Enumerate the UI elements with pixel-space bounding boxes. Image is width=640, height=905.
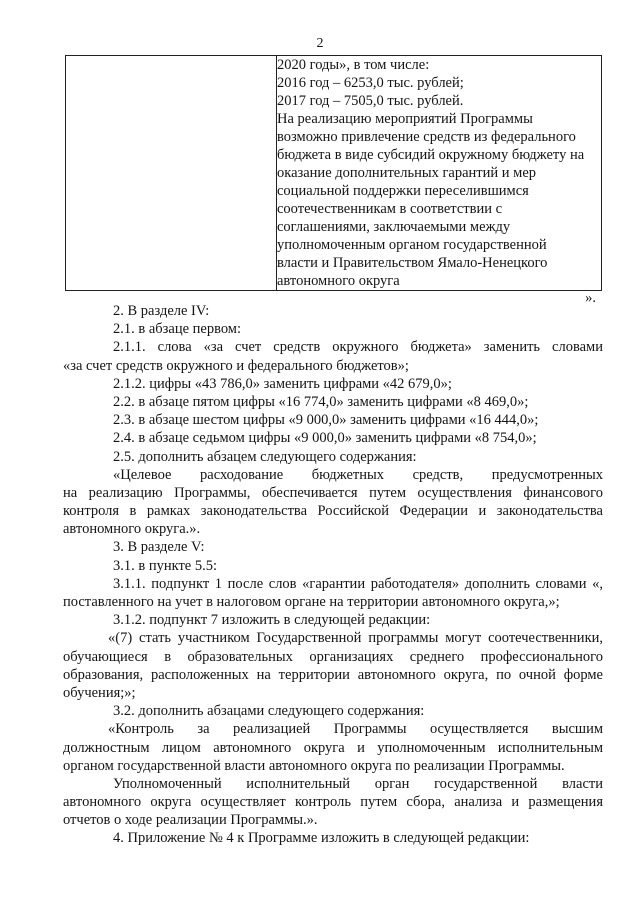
table-text-line: власти и Правительством Ямало-Ненецкого bbox=[277, 255, 548, 271]
text-line: на реализацию Программы, обеспечивается путем осуществления финансового bbox=[63, 484, 603, 501]
text-line: 2.1.2. цифры «43 786,0» заменить цифрами «42 679,0»; bbox=[113, 375, 452, 392]
table-text-line: оказание дополнительных гарантий и мер bbox=[277, 165, 537, 181]
table-text-line: уполномоченным органом государственной bbox=[277, 237, 547, 253]
text-line: 4. Приложение № 4 к Программе изложить в следующей редакции: bbox=[113, 830, 530, 847]
table-text-line: социальной поддержки переселившимся bbox=[277, 183, 529, 199]
table-text-line: На реализацию мероприятий Программы bbox=[277, 111, 533, 127]
text-line: Уполномоченный исполнительный орган государственной власти bbox=[113, 775, 603, 792]
table-row bbox=[66, 56, 602, 291]
text-line: 2.3. в абзаце шестом цифры «9 000,0» заменить цифрами «16 444,0»; bbox=[113, 412, 539, 429]
table-text-line: бюджета в виде субсидий окружному бюджету на bbox=[277, 147, 585, 163]
text-line: обучающиеся в образовательных организациях среднего профессионального bbox=[63, 648, 603, 665]
table-right-cell bbox=[277, 56, 602, 291]
table-text-line: возможно привлечение средств из федерального bbox=[277, 129, 576, 145]
text-line: автономного округа.». bbox=[63, 521, 201, 538]
text-line: «Контроль за реализацией Программы осуществляется высшим bbox=[108, 721, 603, 738]
table-text-line: автономного округа bbox=[277, 273, 400, 289]
text-line: контроля в рамках законодательства Российской Федерации и законодательства bbox=[63, 503, 603, 520]
text-line: 2.2. в абзаце пятом цифры «16 774,0» заменить цифрами «8 469,0»; bbox=[113, 393, 529, 410]
closing-quote: ». bbox=[585, 290, 596, 306]
text-line: обучения;»; bbox=[63, 684, 136, 701]
table-text-line: 2016 год – 6253,0 тыс. рублей; bbox=[277, 75, 464, 91]
text-line: автономного округа осуществляет контроль путем сбора, анализа и размещения bbox=[63, 794, 603, 811]
text-line: 3.1. в пункте 5.5: bbox=[113, 557, 218, 574]
text-line: 2. В разделе IV: bbox=[113, 303, 210, 319]
table-text-line: 2017 год – 7505,0 тыс. рублей. bbox=[277, 93, 464, 109]
text-line: «Целевое расходование бюджетных средств, предусмотренных bbox=[113, 466, 603, 483]
text-line: «за счет средств окружного и федерального бюджетов»; bbox=[63, 357, 409, 374]
text-line: 3.1.1. подпункт 1 после слов «гарантии работодателя» дополнить словами «, bbox=[113, 575, 603, 592]
table-text-line: 2020 годы», в том числе: bbox=[277, 57, 430, 73]
text-line: 2.1.1. слова «за счет средств окружного бюджета» заменить словами bbox=[113, 339, 603, 356]
text-line: 2.1. в абзаце первом: bbox=[113, 321, 242, 338]
text-line: должностным лицом автономного округа и уполномоченным исполнительным bbox=[63, 739, 603, 756]
text-line: 2.5. дополнить абзацем следующего содержания: bbox=[113, 448, 417, 465]
text-line: 2.4. в абзаце седьмом цифры «9 000,0» заменить цифрами «8 754,0»; bbox=[113, 430, 537, 447]
text-line: поставленного на учет в налоговом органе на территории автономного округа,»; bbox=[63, 594, 560, 610]
text-line: образования, расположенных на территории автономного округа, по очной форме bbox=[63, 666, 603, 683]
table-text-line: соглашениями, заключаемыми между bbox=[277, 219, 511, 235]
funding-table bbox=[65, 55, 602, 291]
amendment-text bbox=[63, 302, 603, 848]
text-line: 3.1.2. подпункт 7 изложить в следующей редакции: bbox=[113, 612, 431, 629]
text-line: отчетов о ходе реализации Программы.». bbox=[63, 812, 318, 829]
page-number: 2 bbox=[316, 36, 324, 51]
table-left-cell bbox=[66, 56, 277, 291]
text-line: «(7) стать участником Государственной программы могут соотечественники, bbox=[108, 630, 603, 647]
table-text-line: соотечественникам в соответствии с bbox=[277, 201, 503, 217]
text-line: 3. В разделе V: bbox=[113, 539, 205, 556]
text-line: органом государственной власти автономного округа по реализации Программы. bbox=[63, 757, 565, 774]
text-line: 3.2. дополнить абзацами следующего содержания: bbox=[113, 703, 425, 720]
